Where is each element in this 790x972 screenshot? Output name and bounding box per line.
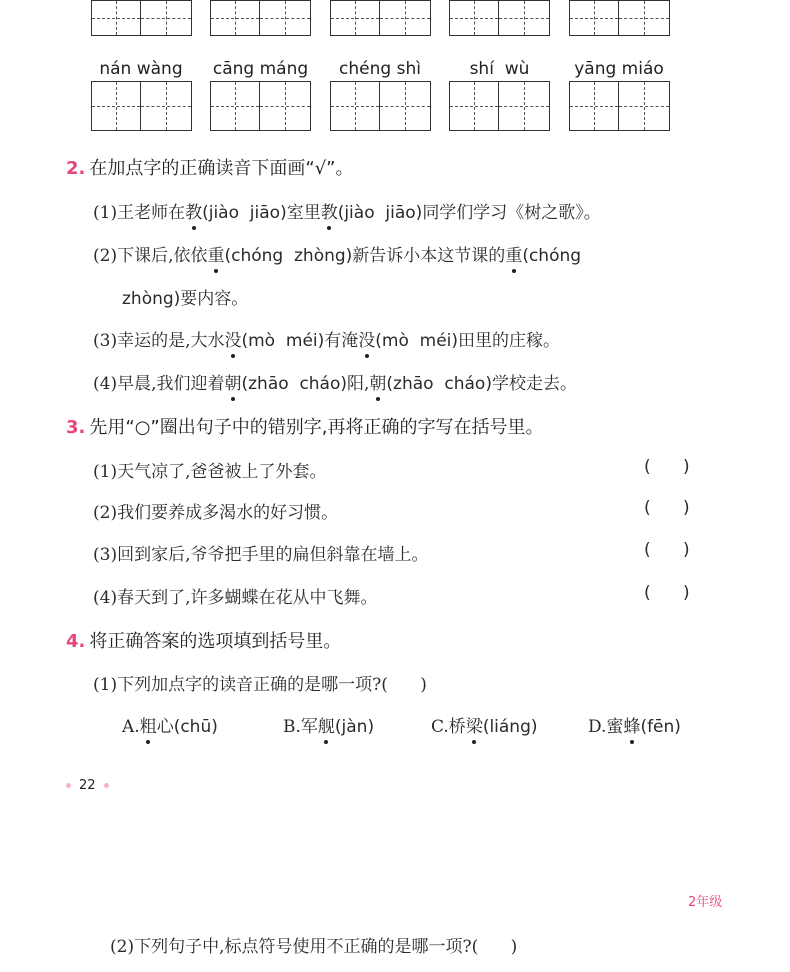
dotted-char: 粗 — [140, 712, 157, 737]
char-grid-group — [568, 0, 670, 36]
char-cell[interactable] — [380, 0, 431, 36]
char-cell[interactable] — [330, 81, 380, 131]
char-cell[interactable] — [619, 0, 670, 36]
text: (3)幸运的是,大水 — [93, 331, 225, 351]
pinyin-choice[interactable]: (chóng zhòng) — [224, 246, 353, 266]
pinyin-label: nán wàng — [99, 59, 183, 79]
option-label: B.军 — [283, 717, 318, 737]
dotted-char: 没 — [358, 326, 375, 351]
dotted-char: 舰 — [318, 712, 335, 737]
dotted-char: 梁 — [466, 712, 483, 737]
pinyin-label: shí wù — [469, 59, 530, 79]
char-cell[interactable] — [210, 0, 260, 36]
char-cell[interactable] — [210, 81, 260, 131]
char-cell[interactable] — [619, 81, 670, 131]
q3-item-1: (1)天气凉了,爸爸被上了外套。 — [93, 462, 327, 482]
top-grid-row — [90, 0, 688, 36]
option-label: C.桥 — [431, 717, 466, 737]
char-cell[interactable] — [141, 81, 192, 131]
dotted-char: 重 — [505, 241, 522, 266]
char-grid-group — [329, 57, 431, 131]
dotted-char: 没 — [224, 326, 241, 351]
pinyin-label: yāng miáo — [574, 59, 664, 79]
option-d[interactable] — [588, 712, 681, 737]
char-grid-group — [210, 0, 312, 36]
pinyin-choice[interactable]: (jiào jiāo) — [202, 203, 287, 223]
decorative-dot — [66, 783, 71, 788]
answer-paren[interactable]: ( ) — [644, 457, 690, 477]
option-label: D.蜜 — [588, 717, 624, 737]
answer-paren[interactable]: ( ) — [644, 583, 690, 603]
char-cell[interactable] — [569, 0, 619, 36]
option-pinyin: (liáng) — [482, 717, 538, 737]
option-pinyin: (chū) — [173, 717, 218, 737]
q3-item-3: (3)回到家后,爷爷把手里的扁但斜靠在墙上。 — [93, 545, 429, 565]
q3-item-2: (2)我们要养成多渴水的好习惯。 — [93, 503, 339, 523]
page-number — [66, 778, 117, 793]
text: (4)早晨,我们迎着 — [93, 374, 225, 394]
question-number: 3. — [66, 417, 86, 438]
option-pinyin: (jàn) — [334, 717, 375, 737]
answer-paren[interactable]: ( ) — [644, 540, 690, 560]
answer-paren[interactable]: ( ) — [644, 498, 690, 518]
text: 阳, — [347, 374, 370, 394]
dotted-char: 朝 — [224, 369, 241, 394]
char-cell[interactable] — [569, 81, 619, 131]
text: 心 — [156, 717, 174, 737]
char-cell[interactable] — [91, 0, 141, 36]
q2-line-4 — [93, 369, 577, 394]
q2-line-2-cont — [122, 284, 248, 309]
char-grid-group — [329, 0, 431, 36]
dotted-char: 朝 — [369, 369, 386, 394]
text: (1)王老师在 — [93, 203, 186, 223]
char-grid-group — [449, 57, 551, 131]
text: (2)下课后,依依 — [93, 246, 208, 266]
q4-sub-1: (1)下列加点字的读音正确的是哪一项?( ) — [93, 675, 427, 695]
question-4-heading — [66, 627, 341, 653]
pinyin-choice[interactable]: zhòng) — [122, 289, 181, 309]
char-cell[interactable] — [141, 0, 192, 36]
text: 新告诉小本这节课的 — [352, 246, 506, 266]
dotted-char: 蜂 — [623, 712, 640, 737]
pinyin-label: chéng shì — [339, 59, 421, 79]
option-pinyin: (fēn) — [640, 717, 681, 737]
text: 室里 — [286, 203, 321, 223]
pinyin-choice[interactable]: (mò méi) — [241, 331, 325, 351]
option-b[interactable] — [283, 712, 374, 737]
char-cell[interactable] — [260, 81, 311, 131]
option-label: A. — [122, 717, 140, 737]
char-cell[interactable] — [330, 0, 380, 36]
text: 田里的庄稼。 — [458, 331, 561, 351]
text: 同学们学习《树之歌》。 — [422, 203, 601, 223]
grade-label: 2年级 — [688, 895, 723, 910]
pinyin-choice[interactable]: (zhāo cháo) — [386, 374, 492, 394]
q3-item-4: (4)春天到了,许多蝴蝶在花从中飞舞。 — [93, 588, 378, 608]
text: 学校走去。 — [491, 374, 577, 394]
dotted-char: 教 — [185, 198, 202, 223]
pinyin-choice[interactable]: (chóng — [522, 246, 582, 266]
text: 要内容。 — [180, 289, 249, 309]
page-number-text: 22 — [79, 778, 96, 793]
pinyin-choice[interactable]: (mò méi) — [375, 331, 459, 351]
char-grid-group — [210, 57, 312, 131]
char-grid-group — [90, 57, 192, 131]
char-grid-group — [90, 0, 192, 36]
question-title: 将正确答案的选项填到括号里。 — [89, 631, 342, 652]
question-number: 2. — [66, 158, 86, 179]
char-grid-group — [449, 0, 551, 36]
q2-line-1 — [93, 198, 601, 223]
char-cell[interactable] — [499, 81, 550, 131]
q2-line-2 — [93, 241, 581, 266]
char-cell[interactable] — [499, 0, 550, 36]
question-2-heading — [66, 154, 354, 180]
char-grid-group — [568, 57, 670, 131]
question-title: 先用“○”圈出句子中的错别字,再将正确的字写在括号里。 — [89, 417, 544, 438]
q4-sub-2: (2)下列句子中,标点符号使用不正确的是哪一项?( ) — [110, 937, 518, 957]
question-title: 在加点字的正确读音下面画“√”。 — [89, 158, 354, 179]
text: 有淹 — [324, 331, 359, 351]
question-3-heading — [66, 413, 543, 439]
char-cell[interactable] — [260, 0, 311, 36]
char-cell[interactable] — [449, 0, 499, 36]
pinyin-choice[interactable]: (zhāo cháo) — [241, 374, 348, 394]
q2-line-3 — [93, 326, 560, 351]
pinyin-choice[interactable]: (jiào jiāo) — [337, 203, 423, 223]
char-cell[interactable] — [380, 81, 431, 131]
dotted-char: 教 — [321, 198, 338, 223]
dotted-char: 重 — [207, 241, 224, 266]
question-number: 4. — [66, 631, 86, 652]
option-a[interactable] — [122, 712, 218, 737]
char-cell[interactable] — [91, 81, 141, 131]
decorative-dot — [104, 783, 109, 788]
char-cell[interactable] — [449, 81, 499, 131]
option-c[interactable] — [431, 712, 538, 737]
pinyin-grid-row — [90, 57, 688, 131]
pinyin-label: cāng máng — [212, 59, 309, 79]
